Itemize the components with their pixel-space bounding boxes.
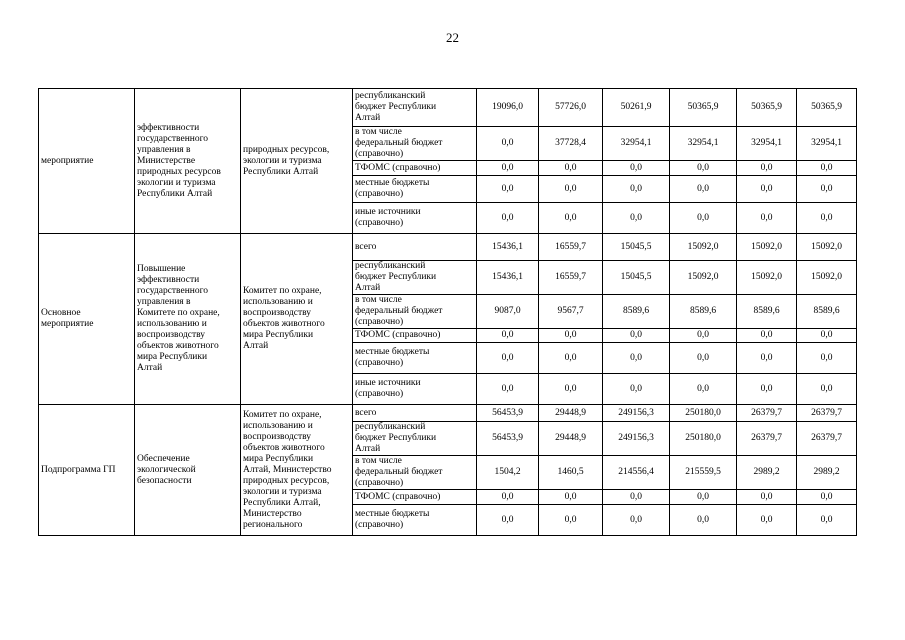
page-number: 22 xyxy=(446,30,459,45)
amount-cell: 32954,1 xyxy=(797,127,857,161)
executor-cell xyxy=(241,234,353,405)
amount-cell: 0,0 xyxy=(477,505,539,536)
amount-cell: 26379,7 xyxy=(737,422,797,456)
program-type-cell-text: Основное мероприятие xyxy=(41,308,94,329)
program-name-cell-text: эффективности государственного управления в Министерстве природных ресурсов экологии и туризма Республики Алтай xyxy=(137,122,221,199)
amount-cell: 0,0 xyxy=(737,490,797,505)
amount-cell: 0,0 xyxy=(670,161,737,176)
amount-cell: 0,0 xyxy=(670,329,737,343)
amount-cell: 0,0 xyxy=(603,329,670,343)
amount-cell: 37728,4 xyxy=(539,127,603,161)
amount-cell: 0,0 xyxy=(539,161,603,176)
executor-cell xyxy=(241,89,353,234)
amount-cell: 0,0 xyxy=(670,490,737,505)
funding-source-text: местные бюджеты (справочно) xyxy=(355,347,430,368)
amount-cell: 26379,7 xyxy=(737,405,797,422)
amount-cell: 26379,7 xyxy=(797,422,857,456)
amount-cell: 50365,9 xyxy=(670,89,737,127)
amount-cell: 50261,9 xyxy=(603,89,670,127)
amount-cell: 0,0 xyxy=(737,505,797,536)
amount-cell: 15092,0 xyxy=(737,234,797,261)
amount-cell: 0,0 xyxy=(603,374,670,405)
funding-source-text: в том числе федеральный бюджет (справочно) xyxy=(355,456,443,488)
program-name-cell xyxy=(135,405,241,536)
program-type-cell-text: мероприятие xyxy=(41,155,94,166)
amount-cell: 8589,6 xyxy=(737,295,797,329)
executor-cell-text: Комитет по охране, использованию и воспроизводству объектов животного мира Республики Алтай xyxy=(243,286,325,351)
amount-cell: 249156,3 xyxy=(603,422,670,456)
funding-source-text: республиканский бюджет Республики Алтай xyxy=(355,261,437,293)
amount-cell: 50365,9 xyxy=(737,89,797,127)
amount-cell: 0,0 xyxy=(797,374,857,405)
amount-cell: 0,0 xyxy=(737,374,797,405)
amount-cell: 0,0 xyxy=(797,161,857,176)
funding-source-text: республиканский бюджет Республики Алтай xyxy=(355,422,437,454)
program-type-cell xyxy=(39,234,135,405)
funding-source-text: всего xyxy=(355,407,377,418)
program-type-cell xyxy=(39,89,135,234)
amount-cell: 0,0 xyxy=(670,176,737,203)
funding-source-text: в том числе федеральный бюджет (справочно) xyxy=(355,127,443,159)
funding-source-cell xyxy=(353,422,477,456)
amount-cell: 15045,5 xyxy=(603,261,670,295)
amount-cell: 0,0 xyxy=(477,203,539,234)
amount-cell: 0,0 xyxy=(737,176,797,203)
amount-cell: 250180,0 xyxy=(670,405,737,422)
funding-source-cell xyxy=(353,329,477,343)
amount-cell: 0,0 xyxy=(539,329,603,343)
funding-source-cell xyxy=(353,405,477,422)
amount-cell: 0,0 xyxy=(477,176,539,203)
amount-cell: 0,0 xyxy=(737,329,797,343)
amount-cell: 8589,6 xyxy=(603,295,670,329)
funding-source-cell xyxy=(353,374,477,405)
amount-cell: 2989,2 xyxy=(797,456,857,490)
amount-cell: 8589,6 xyxy=(670,295,737,329)
amount-cell: 15092,0 xyxy=(737,261,797,295)
funding-source-cell xyxy=(353,203,477,234)
funding-source-cell xyxy=(353,127,477,161)
amount-cell: 215559,5 xyxy=(670,456,737,490)
funding-source-text: всего xyxy=(355,241,377,252)
program-name-cell-text: Повышение эффективности государственного управления в Комитете по охране, использованию и воспроизводству объектов животного мира Республики Алтай xyxy=(137,264,220,373)
financing-table-body xyxy=(39,89,857,536)
amount-cell: 0,0 xyxy=(670,203,737,234)
funding-source-cell xyxy=(353,505,477,536)
amount-cell: 9087,0 xyxy=(477,295,539,329)
amount-cell: 1504,2 xyxy=(477,456,539,490)
amount-cell: 0,0 xyxy=(477,161,539,176)
amount-cell: 15436,1 xyxy=(477,261,539,295)
funding-source-text: иные источники (справочно) xyxy=(355,207,421,228)
amount-cell: 26379,7 xyxy=(797,405,857,422)
amount-cell: 15092,0 xyxy=(797,261,857,295)
amount-cell: 0,0 xyxy=(603,203,670,234)
amount-cell: 8589,6 xyxy=(797,295,857,329)
table-row xyxy=(39,234,857,261)
funding-source-text: республиканский бюджет Республики Алтай xyxy=(355,91,437,123)
amount-cell: 0,0 xyxy=(477,374,539,405)
amount-cell: 19096,0 xyxy=(477,89,539,127)
funding-source-text: ТФОМС (справочно) xyxy=(355,491,441,502)
amount-cell: 0,0 xyxy=(797,490,857,505)
amount-cell: 0,0 xyxy=(477,490,539,505)
amount-cell: 0,0 xyxy=(477,343,539,374)
amount-cell: 57726,0 xyxy=(539,89,603,127)
amount-cell: 0,0 xyxy=(797,176,857,203)
amount-cell: 0,0 xyxy=(797,203,857,234)
amount-cell: 32954,1 xyxy=(737,127,797,161)
funding-source-text: в том числе федеральный бюджет (справочно) xyxy=(355,295,443,327)
executor-cell xyxy=(241,405,353,536)
amount-cell: 15045,5 xyxy=(603,234,670,261)
amount-cell: 0,0 xyxy=(539,343,603,374)
amount-cell: 0,0 xyxy=(539,176,603,203)
executor-cell-text: Комитет по охране, использованию и воспроизводству объектов животного мира Республики Алтай, Министерство природных ресурсов, экологии и туризма Республики Алтай, Министерство регионального xyxy=(243,409,332,530)
financing-table xyxy=(38,88,857,536)
amount-cell: 0,0 xyxy=(603,505,670,536)
funding-source-cell xyxy=(353,176,477,203)
amount-cell: 214556,4 xyxy=(603,456,670,490)
executor-cell-text: природных ресурсов, экологии и туризма Республики Алтай xyxy=(243,144,330,177)
program-name-cell xyxy=(135,89,241,234)
amount-cell: 15436,1 xyxy=(477,234,539,261)
amount-cell: 0,0 xyxy=(670,374,737,405)
funding-source-cell xyxy=(353,295,477,329)
amount-cell: 250180,0 xyxy=(670,422,737,456)
amount-cell: 16559,7 xyxy=(539,261,603,295)
funding-source-text: местные бюджеты (справочно) xyxy=(355,509,430,530)
funding-source-cell xyxy=(353,261,477,295)
amount-cell: 0,0 xyxy=(737,343,797,374)
funding-source-text: ТФОМС (справочно) xyxy=(355,330,441,340)
amount-cell: 56453,9 xyxy=(477,405,539,422)
amount-cell: 2989,2 xyxy=(737,456,797,490)
amount-cell: 0,0 xyxy=(603,161,670,176)
amount-cell: 1460,5 xyxy=(539,456,603,490)
amount-cell: 0,0 xyxy=(670,505,737,536)
amount-cell: 0,0 xyxy=(603,490,670,505)
amount-cell: 32954,1 xyxy=(670,127,737,161)
funding-source-cell xyxy=(353,89,477,127)
amount-cell: 32954,1 xyxy=(603,127,670,161)
funding-source-cell xyxy=(353,456,477,490)
amount-cell: 29448,9 xyxy=(539,422,603,456)
amount-cell: 0,0 xyxy=(737,161,797,176)
program-type-cell-text: Подпрограмма ГП xyxy=(41,464,116,475)
amount-cell: 0,0 xyxy=(603,343,670,374)
amount-cell: 0,0 xyxy=(539,490,603,505)
amount-cell: 0,0 xyxy=(539,505,603,536)
amount-cell: 0,0 xyxy=(539,374,603,405)
funding-source-text: ТФОМС (справочно) xyxy=(355,162,441,173)
funding-source-text: местные бюджеты (справочно) xyxy=(355,178,430,199)
amount-cell: 0,0 xyxy=(477,127,539,161)
amount-cell: 0,0 xyxy=(603,176,670,203)
program-name-cell xyxy=(135,234,241,405)
amount-cell: 0,0 xyxy=(797,505,857,536)
amount-cell: 29448,9 xyxy=(539,405,603,422)
program-name-cell-text: Обеспечение экологической безопасности xyxy=(137,453,196,486)
amount-cell: 0,0 xyxy=(539,203,603,234)
table-row xyxy=(39,89,857,127)
funding-source-text: иные источники (справочно) xyxy=(355,378,421,399)
amount-cell: 9567,7 xyxy=(539,295,603,329)
amount-cell: 249156,3 xyxy=(603,405,670,422)
table-row xyxy=(39,405,857,422)
amount-cell: 56453,9 xyxy=(477,422,539,456)
amount-cell: 15092,0 xyxy=(797,234,857,261)
funding-source-cell xyxy=(353,161,477,176)
amount-cell: 15092,0 xyxy=(670,234,737,261)
amount-cell: 15092,0 xyxy=(670,261,737,295)
amount-cell: 0,0 xyxy=(477,329,539,343)
funding-source-cell xyxy=(353,343,477,374)
amount-cell: 0,0 xyxy=(797,343,857,374)
funding-source-cell xyxy=(353,490,477,505)
amount-cell: 0,0 xyxy=(737,203,797,234)
amount-cell: 0,0 xyxy=(797,329,857,343)
amount-cell: 16559,7 xyxy=(539,234,603,261)
amount-cell: 0,0 xyxy=(670,343,737,374)
funding-source-cell xyxy=(353,234,477,261)
program-type-cell xyxy=(39,405,135,536)
amount-cell: 50365,9 xyxy=(797,89,857,127)
